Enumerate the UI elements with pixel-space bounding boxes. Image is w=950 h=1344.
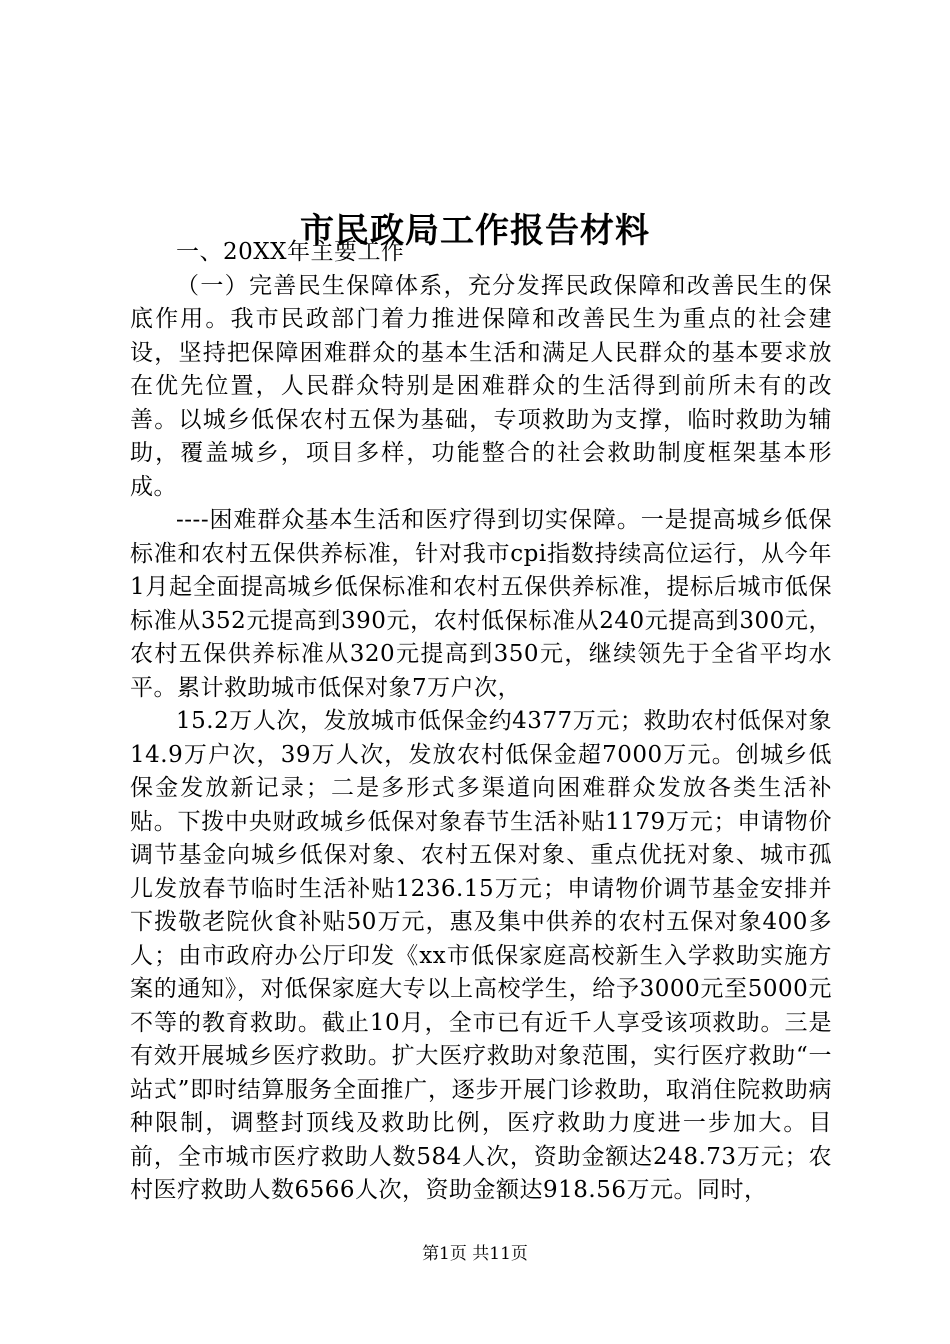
document-title: 市民政局工作报告材料 xyxy=(300,210,650,251)
paragraph: （一）完善民生保障体系，充分发挥民政保障和改善民生的保底作用。我市民政部门着力推进保障和改善民生为重点的社会建设，坚持把保障困难群众的基本生活和满足人民群众的基本要求放在优先位置，人民群众特别是困难群众的生活得到前所未有的改善。以城乡低保农村五保为基础，专项救助为支撑，临时救助为辅助，覆盖城乡，项目多样，功能整合的社会救助制度框架基本形成。 xyxy=(130,272,832,500)
paragraph: 15.2万人次，发放城市低保金约4377万元；救助农村低保对象14.9万户次，39万人次，发放农村低保金超7000万元。创城乡低保金发放新记录；二是多形式多渠道向困难群众发放各类生活补贴。下拨中央财政城乡低保对象春节生活补贴1179万元；申请物价调节基金向城乡低保对象、农村五保对象、重点优抚对象、城市孤儿发放春节临时生活补贴1236.15万元；申请物价调节基金安排并下拨敬老院伙食补贴50万元，惠及集中供养的农村五保对象400多人；由市政府办公厅印发《xx市低保家庭高校新生入学救助实施方案的通知》，对低保家庭大专以上高校学生，给予3000元至5000元不等的教育救助。截止10月，全市已有近千人享受该项救助。三是有效开展城乡医疗救助。扩大医疗救助对象范围，实行医疗救助“一站式”即时结算服务全面推广，逐步开展门诊救助，取消住院救助病种限制，调整封顶线及救助比例，医疗救助力度进一步加大。目前，全市城市医疗救助人数584人次，资助金额达248.73万元；农村医疗救助人数6566人次，资助金额达918.56万元。同时， xyxy=(130,708,832,1203)
document-body xyxy=(130,236,832,1208)
section-heading: 一、20XX年主要工作 xyxy=(176,239,405,265)
page-number-footer: 第1页 共11页 xyxy=(422,1244,528,1264)
paragraph: ----困难群众基本生活和医疗得到切实保障。一是提高城乡低保标准和农村五保供养标准，针对我市cpi指数持续高位运行，从今年1月起全面提高城乡低保标准和农村五保供养标准，提标后城市低保标准从352元提高到390元，农村低保标准从240元提高到300元，农村五保供养标准从320元提高到350元，继续领先于全省平均水平。累计救助城市低保对象7万户次， xyxy=(130,507,832,701)
